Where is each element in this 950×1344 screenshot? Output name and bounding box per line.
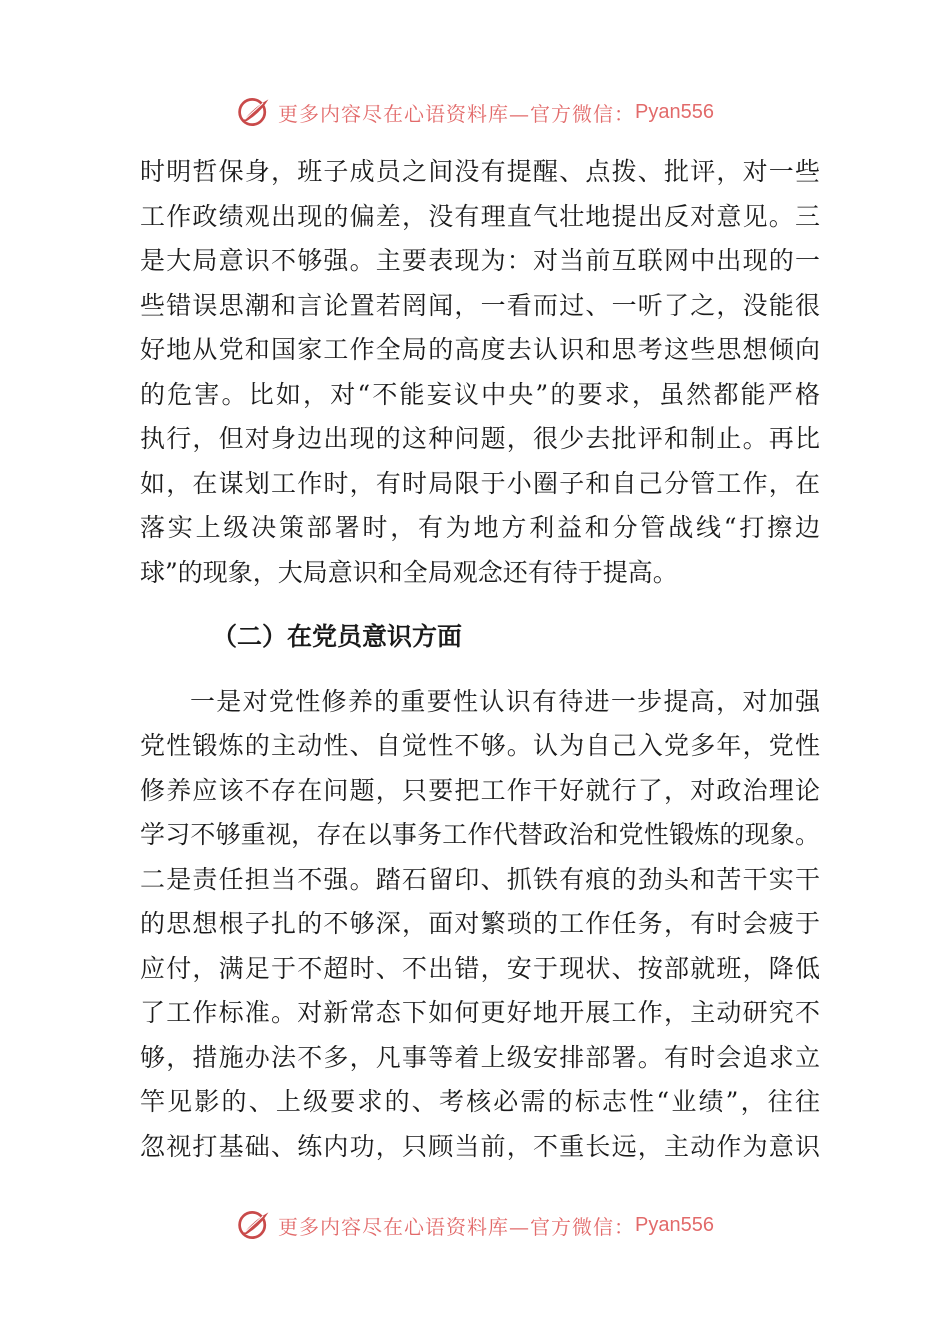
text-line: 忽视打基础、练内功，只顾当前，不重长远，主动作为意识 bbox=[140, 1131, 820, 1161]
text-line: 落实上级决策部署时，有为地方利益和分管战线“打擦边 bbox=[140, 513, 820, 542]
text-line: 球”的现象，大局意识和全局观念还有待于提高。 bbox=[140, 557, 678, 587]
header-banner bbox=[0, 92, 950, 132]
text-line: 好地从党和国家工作全局的高度去认识和思考这些思想倾向 bbox=[140, 335, 820, 364]
text-line: 学习不够重视，存在以事务工作代替政治和党性锻炼的现象。 bbox=[140, 820, 820, 849]
footer-banner-text: 更多内容尽在心语资料库—官方微信： bbox=[278, 1214, 636, 1239]
text-line: 是大局意识不够强。主要表现为：对当前互联网中出现的一 bbox=[140, 246, 820, 275]
text-line: 执行，但对身边出现的这种问题，很少去批评和制止。再比 bbox=[140, 424, 820, 453]
paragraph-2 bbox=[140, 680, 820, 1170]
text-line: 二是责任担当不强。踏石留印、抓铁有痕的劲头和苦干实干 bbox=[140, 864, 820, 894]
text-line: 修养应该不存在问题，只要把工作干好就行了，对政治理论 bbox=[140, 775, 820, 805]
header-banner-text: 更多内容尽在心语资料库—官方微信： bbox=[278, 101, 636, 126]
quill-pen-logo-icon bbox=[236, 1207, 272, 1243]
section-heading: （二）在党员意识方面 bbox=[212, 622, 463, 651]
text-line: 工作政绩观出现的偏差，没有理直气壮地提出反对意见。三 bbox=[140, 201, 820, 231]
text-line: 够，措施办法不多，凡事等着上级安排部署。有时会追求立 bbox=[140, 1042, 820, 1072]
text-line: 如，在谋划工作时，有时局限于小圈子和自己分管工作，在 bbox=[140, 468, 820, 498]
footer-banner bbox=[0, 1205, 950, 1245]
text-line: 党性锻炼的主动性、自觉性不够。认为自己入党多年，党性 bbox=[140, 731, 820, 760]
footer-banner-account: Pyan556 bbox=[635, 1213, 714, 1236]
text-line: 一是对党性修养的重要性认识有待进一步提高，对加强 bbox=[190, 686, 820, 716]
document-body bbox=[140, 150, 820, 1169]
paragraph-1 bbox=[140, 150, 820, 595]
text-line: 应付，满足于不超时、不出错，安于现状、按部就班，降低 bbox=[140, 953, 820, 983]
text-line: 竿见影的、上级要求的、考核必需的标志性“业绩”，往往 bbox=[140, 1087, 820, 1116]
text-line: 了工作标准。对新常态下如何更好地开展工作，主动研究不 bbox=[140, 998, 820, 1027]
text-line: 的危害。比如，对“不能妄议中央”的要求，虽然都能严格 bbox=[140, 379, 820, 409]
text-line: 时明哲保身，班子成员之间没有提醒、点拨、批评，对一些 bbox=[140, 157, 820, 186]
text-line: 的思想根子扎的不够深，面对繁琐的工作任务，有时会疲于 bbox=[140, 909, 820, 938]
text-line: 些错误思潮和言论置若罔闻，一看而过、一听了之，没能很 bbox=[140, 290, 820, 320]
header-banner-account: Pyan556 bbox=[635, 100, 714, 123]
quill-pen-logo-icon bbox=[236, 94, 272, 130]
